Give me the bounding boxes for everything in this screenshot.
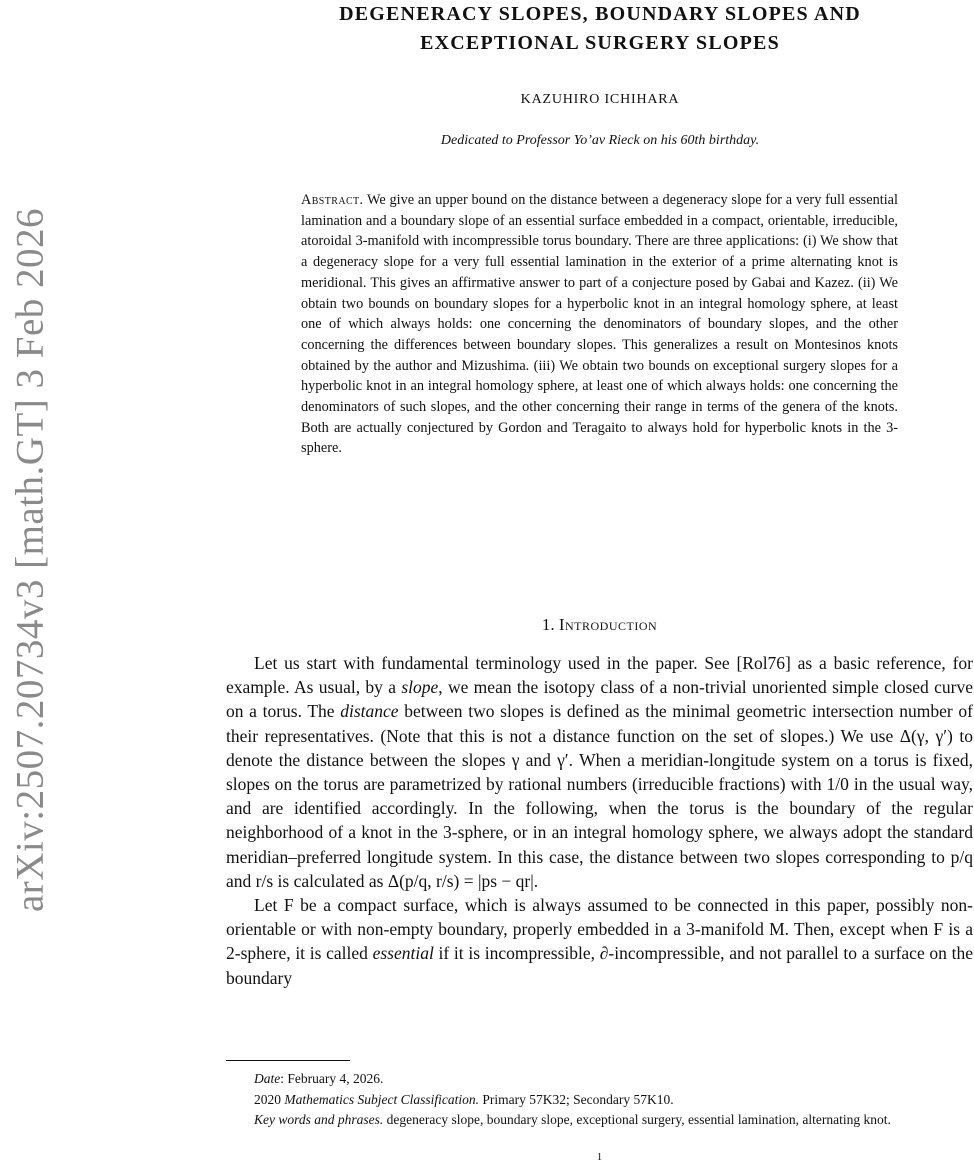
title-line-2: EXCEPTIONAL SURGERY SLOPES xyxy=(420,32,780,54)
arxiv-identifier-sidebar xyxy=(0,180,60,940)
page-number: 1 xyxy=(596,1151,603,1163)
footnote-keywords: Key words and phrases. degeneracy slope, boundary slope, exceptional surgery, essential lamination, alternating knot. xyxy=(254,1112,891,1127)
abstract-label: Abstract. xyxy=(301,192,364,208)
footnotes xyxy=(226,1069,973,1131)
body-text xyxy=(226,651,973,990)
footnote-msc: 2020 Mathematics Subject Classification. Primary 57K32; Secondary 57K10. xyxy=(254,1091,674,1107)
title-line-1: DEGENERACY SLOPES, BOUNDARY SLOPES AND xyxy=(339,3,861,25)
paragraph-1: Let us start with fundamental terminology used in the paper. See [Rol76] as a basic reference, for example. As usual, by a slope, we mean the isotopy class of a non-trivial unoriented simple closed curve on a torus. The distance between two slopes is defined as the minimal geometric intersection number of their representatives. (Note that this is not a distance function on the set of slopes.) We use Δ(γ, γ′) to denote the distance between the slopes γ and γ′. When a meridian-longitude system on a torus is fixed, slopes on the torus are parametrized by rational numbers (irreducible fractions) with 1/0 in the usual way, and are identified accordingly. In the following, when the torus is the boundary of the regular neighborhood of a knot in the 3-sphere, or in an integral homology sphere, we always adopt the standard meridian–preferred longitude system. In this case, the distance between two slopes corresponding to p/q and r/s is calculated as Δ(p/q, r/s) = |ps − qr|. xyxy=(226,653,973,891)
dedication: Dedicated to Professor Yo’av Rieck on his 60th birthday. xyxy=(440,133,760,148)
arxiv-identifier: arXiv:2507.20734v3 [math.GT] 3 Feb 2026 xyxy=(8,207,52,913)
section-heading xyxy=(226,615,973,635)
abstract xyxy=(301,190,898,459)
abstract-text: We give an upper bound on the distance between a degeneracy slope for a very full essential lamination and a boundary slope of an essential surface embedded in a compact, orientable, irreducible, atoroidal 3-manifold with incompressible torus boundary. There are three applications: (i) We show that a degeneracy slope for a very full essential lamination in the exterior of a prime alternating knot is meridional. This gives an affirmative answer to part of a conjecture posed by Gabai and Kazez. (ii) We obtain two bounds on boundary slopes for a hyperbolic knot in an integral homology sphere, at least one of which always holds: one concerning the denominators of boundary slopes, and the other concerning the differences between boundary slopes. This generalizes a result on Montesinos knots obtained by the author and Mizushima. (iii) We obtain two bounds on exceptional surgery slopes for a hyperbolic knot in an integral homology sphere, at least one of which always holds: one concerning the denominators of such slopes, and the other concerning their range in terms of the genera of the knots. Both are actually conjectured by Gordon and Teragaito to always hold for hyperbolic knots in the 3-sphere. xyxy=(301,192,898,457)
paper-title xyxy=(260,0,940,58)
term-essential: essential xyxy=(372,943,434,964)
section-title: Introduction xyxy=(558,615,658,634)
section-number: 1. xyxy=(541,615,555,634)
term-slope: slope xyxy=(401,677,439,698)
paragraph-2: Let F be a compact surface, which is always assumed to be connected in this paper, possibly non-orientable or with non-empty boundary, properly embedded in a 3-manifold M. Then, except when F is a 2-sphere, it is called essential if it is incompressible, ∂-incompressible, and not parallel to a surface on the boundary xyxy=(226,895,973,988)
term-distance: distance xyxy=(340,701,399,722)
footnote-rule xyxy=(226,1060,350,1061)
footnote-date: Date: February 4, 2026. xyxy=(254,1071,384,1086)
author-name: KAZUHIRO ICHIHARA xyxy=(520,92,680,107)
